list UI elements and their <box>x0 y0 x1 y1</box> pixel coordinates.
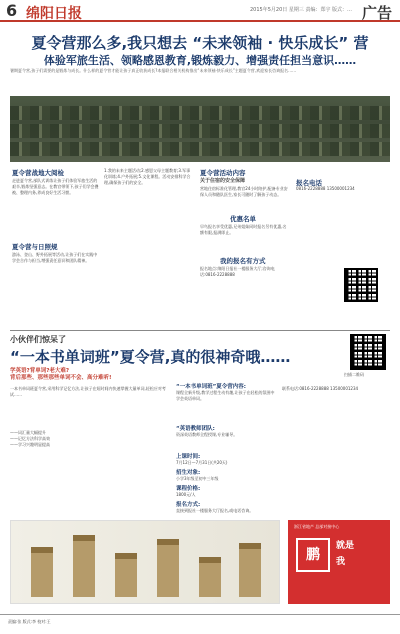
page-footer <box>0 614 400 634</box>
issue-line: 2015年5月20日 星期三 责编：郑宇 版式：… <box>250 7 353 13</box>
col-heading-5: 优惠名单 <box>230 215 256 223</box>
paper-name: 绵阳日报 <box>26 6 82 22</box>
promo-body-4: 小学3年级至初中三年级 <box>176 476 219 481</box>
promo-body-6: 直接到报社一楼服务大厅报名,或电话咨询。 <box>176 508 254 513</box>
ad-block <box>288 520 390 604</box>
promo-body-2: 资深英语教师全程授课,专业辅导。 <box>176 432 238 437</box>
promo-red-lines: 学英语?背单词?老大难? 背后那些、那些那些单词不会、高分难听! <box>10 368 112 381</box>
section-name: 广告 <box>362 4 393 22</box>
col-body-6: 0816-2228888 13500001234 <box>296 186 355 191</box>
col-body-4: 营地住宿标准化管理,教官24小时陪护,配备专业安保人员和随队医生,家长可随时了解孩子动态。 <box>200 186 288 197</box>
fee-heading: 我的报名有方式 <box>220 257 266 265</box>
section-divider <box>10 330 390 331</box>
promo-body-1: 课程全新升级,教学过程生动有趣,让孩子在轻松的氛围中学会英语单词。 <box>176 390 275 401</box>
promo-heading-4: 招生对象: <box>176 470 201 476</box>
col-heading-1: 夏令营战地大阅检 <box>12 169 64 177</box>
feature-title: 夏令营那么多,我只想去 “未来领袖 · 快乐成长” 营 <box>31 34 369 52</box>
col-body-5: 早鸟报名享受优惠,兄弟姐妹同时报名另有优惠,名额有限,报满即止。 <box>200 224 287 235</box>
col-heading-3: 夏令营活动内容 <box>200 169 246 177</box>
promo-heading-3: 上课时间: <box>176 454 201 460</box>
ad-line1: 就是 <box>336 541 355 551</box>
col-body-2: 游泳、登山、野外拓展等活动,让孩子们在实践中学会合作与担当,增强责任意识和团队精神。 <box>12 252 98 263</box>
promo-title: “一本书单词班”夏令营,真的很神奇哦…… <box>10 348 291 366</box>
promo-body-5: 1800元/人 <box>176 492 196 497</box>
promo-small-title: 小伙伴们惊呆了 <box>10 335 66 344</box>
ad-line2: 我 <box>336 557 346 567</box>
promo-heading-5: 课程价格: <box>176 486 201 492</box>
qr-caption: 扫描二维码 <box>344 372 364 377</box>
promo-list: ——词汇量大幅提升 ——记忆方法科学高效 ——学习兴趣明显提高 <box>10 430 50 447</box>
landmark-illustrations <box>10 520 280 604</box>
promo-body-3: 7月12日—7月31日(共20天) <box>176 460 228 465</box>
feature-subtitle: 体验军旅生活、领略感恩教育,锻炼毅力、增强责任担当意识…… <box>43 54 357 67</box>
col-body-mid: 1.我的未来主题活动;2.感恩父母主题教育;3.军事化训练;4.户外拓展;5.文化课程。活动安排科学合理,确保孩子们的安全。 <box>104 168 191 185</box>
col-heading-2: 夏令营与日照规 <box>12 243 58 251</box>
qr-code-2 <box>350 334 386 370</box>
qr-code-1 <box>344 268 378 302</box>
page-number: 6 <box>6 1 18 20</box>
promo-heading-6: 报名方式: <box>176 502 201 508</box>
promo-heading-1: “一本书单词班”夏令营内容: <box>176 384 246 390</box>
promo-heading-2: “英语教师团队: <box>176 426 215 432</box>
promo-contact: 联系电话:0816-2228888 13500001234 <box>282 386 359 391</box>
footer-text: 责编:张 版式:李 校对:王 <box>8 619 51 624</box>
promo-body: 一本书单词班夏令营,采用科学记忆方法,让孩子在短时间内快速掌握大量单词,轻松应对考试…… <box>10 386 166 397</box>
feature-lead: 暑期夏令营,孩子们需要的是锻炼与成长。什么样的夏令营才能让孩子真正收获成长?本报联合相关机构推出“未来领袖·快乐成长”主题夏令营,欢迎家长咨询报名…… <box>10 68 297 73</box>
ad-seal: 鹏 <box>296 538 330 572</box>
fee-body: 报名地点:绵阳日报社一楼服务大厅;咨询电话:0816-2228888 <box>200 266 275 277</box>
ad-top-text: 浙江省地产 总部对接中心 <box>294 524 340 529</box>
feature-photo <box>10 96 390 162</box>
col-body-1: 走进夏令营,部队式训练让孩子们体验军旅生活的艰辛,锻炼坚强意志。在教官带领下,孩子们学会叠被、整理内务,养成良好生活习惯。 <box>12 178 99 195</box>
col-heading-4: 关于住宿的安全保障 <box>200 178 246 184</box>
col-heading-6: 报名电话 <box>296 179 322 187</box>
